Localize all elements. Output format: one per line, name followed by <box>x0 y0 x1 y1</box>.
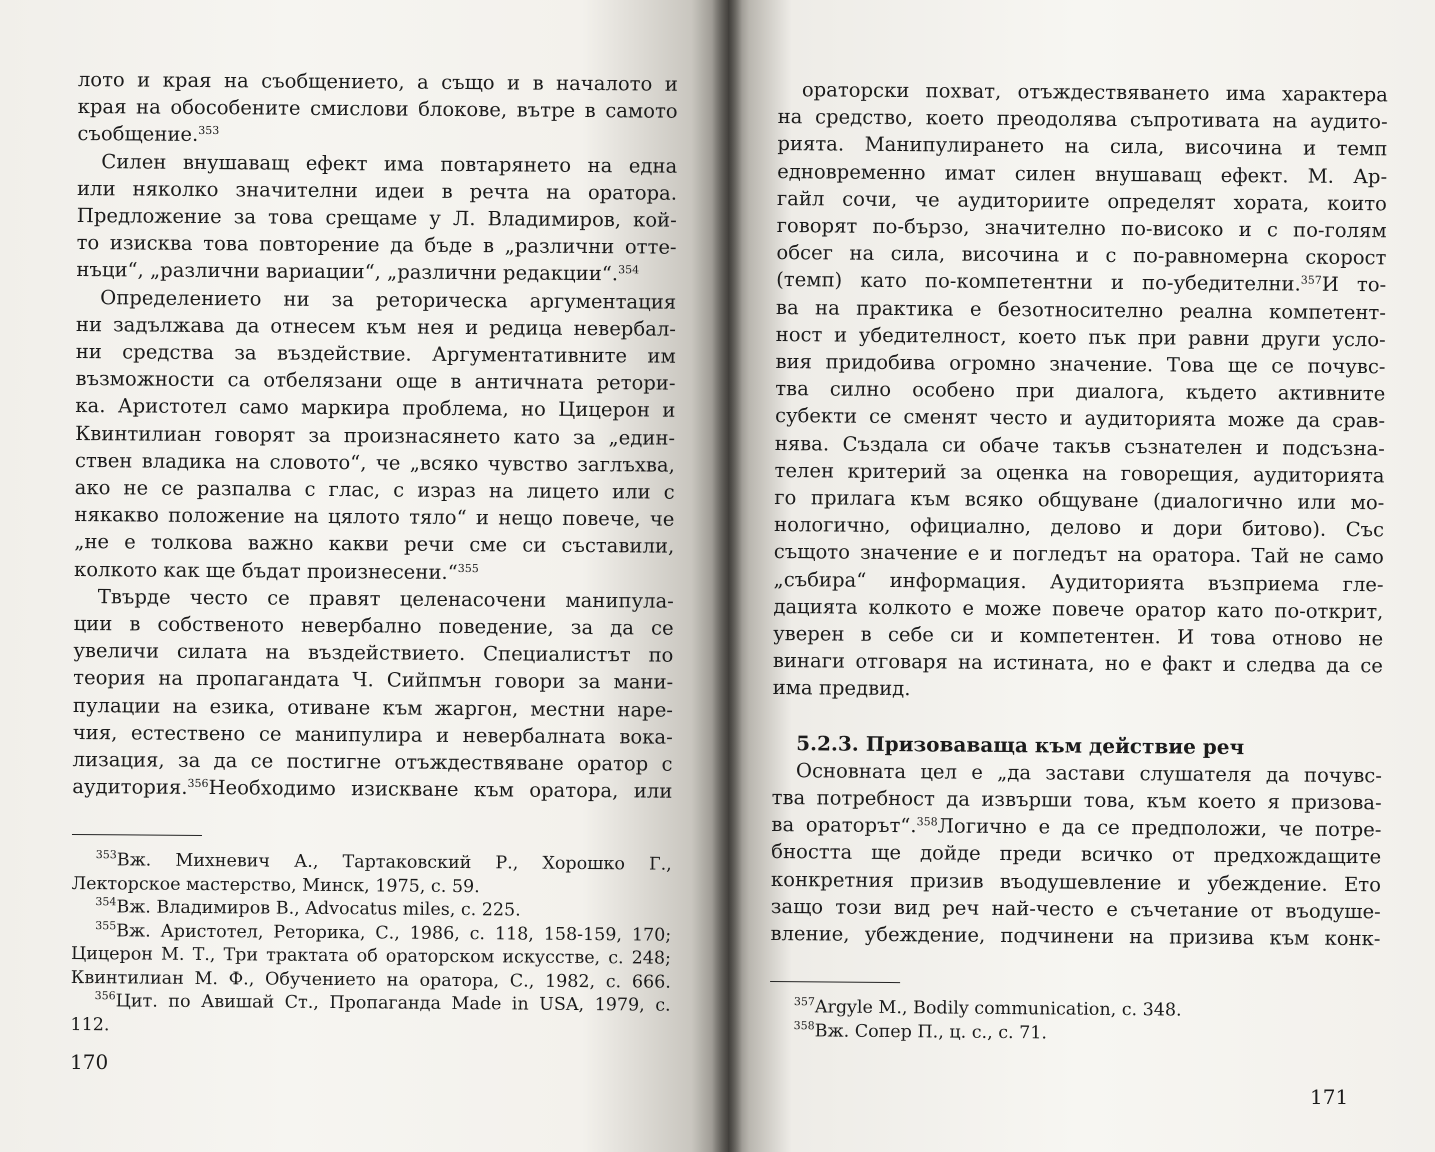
text-line: нологично, официално, делово и дори битово). Със <box>773 513 1385 542</box>
footnote-line: $^{357}$Argyle M., Bodily communication, с. 348. <box>793 995 1182 1021</box>
footnote <box>770 1020 1380 1049</box>
text-line: тва силно особено при диалога, където активните <box>775 377 1386 406</box>
text-line: бността ще дойде преди всичко от предхождащите <box>771 840 1382 869</box>
footnote-line: $^{353}$Вж. Михневич А., Тартаковский Р., Хорошко Г., <box>95 848 672 876</box>
text-line: тва потребност да извърши това, към което я призова- <box>771 786 1382 815</box>
text-line: ни задължава да отнесем към нея и редица невербал- <box>75 312 677 341</box>
footnote-line: $^{354}$Вж. Владимиров В., Advocatus miles, с. 225. <box>95 895 521 921</box>
text-line: ка. Аристотел само маркира проблема, но Цицерон и <box>75 394 676 423</box>
footnote <box>70 990 670 1042</box>
text-line: рията. Манипулирането на сила, височина и темп <box>777 132 1388 161</box>
text-line: Квинтилиан говорят за произнасянето като за „един- <box>75 421 676 450</box>
footnote-reference: 357 <box>1300 273 1322 288</box>
text-line: конкретния призив въодушевление и убеждение. Ето <box>770 867 1382 896</box>
right-page-text <box>770 76 1388 1049</box>
text-line: края на обособените смислови блокове, вътре в самото <box>77 95 678 123</box>
text-line: аудитория.$^{356}$Необходимо изискване към оратора, или <box>72 775 673 803</box>
text-line: нъци“, „различни вариации“, „различни редакции“.$^{354}$ <box>76 258 640 286</box>
text-line: ва ораторът“.$^{358}$Логично е да се предположи, че потре- <box>771 813 1382 842</box>
footnote-reference: 354 <box>618 263 640 277</box>
text-line: вление, убеждение, подчинени на призива към конк- <box>770 922 1381 951</box>
text-line: ни средства за въздействие. Аргументативните им <box>75 340 676 368</box>
text-line: Предложение за това срещаме у Л. Владимиров, кой- <box>76 204 677 232</box>
text-line: ако не се разпалва с глас, с израз на лицето или с <box>74 476 675 504</box>
footnote-line: Лекторское мастерство, Минск, 1975, с. 59. <box>71 873 480 898</box>
text-line: има предвид. <box>772 676 911 701</box>
footnote-number: 354 <box>95 895 117 909</box>
footnote-divider <box>770 981 900 983</box>
right-footnotes <box>770 996 1380 1048</box>
footnote-line: Квинтилиан М. Ф., Обучението на оратора, С., 1982, с. 666. <box>70 967 671 993</box>
footnote-number: 356 <box>94 989 116 1003</box>
text-line: субекти се сменят често и аудиторията може да срав- <box>774 404 1386 433</box>
book-spine-shadow <box>712 0 742 1152</box>
text-line: едновременно имат силен внушаващ ефект. М. Ар- <box>777 159 1388 188</box>
right-section-text <box>770 757 1382 953</box>
footnote-line: $^{358}$Вж. Сопер П., ц. с., с. 71. <box>793 1018 1048 1044</box>
text-line: ва на практика е безотносително реална компетент- <box>775 295 1387 324</box>
footnote-number: 358 <box>793 1018 815 1033</box>
text-line: вия придобива огромно значение. Това ще се почувс- <box>775 350 1386 379</box>
text-line: или няколко значителни идеи в речта на оратора. <box>76 176 678 205</box>
text-line: същото значение е и погледът на оратора. Тай не само <box>773 540 1384 569</box>
text-line: пулации на езика, отиване към жаргон, местни наре- <box>72 693 674 722</box>
text-line: Твърде често се правят целенасочени манипула- <box>97 585 674 613</box>
text-line: някакво положение на цялото тяло“ и нещо повече, че <box>74 503 675 531</box>
text-line: го прилага към всяко общуване (диалогично или мо- <box>774 486 1385 515</box>
text-line: Силен внушаващ ефект има повтарянето на една <box>101 149 678 178</box>
footnote-reference: 358 <box>916 815 938 829</box>
text-line: колкото как ще бъдат произнесени.“$^{355}$ <box>73 557 479 584</box>
page-number: 170 <box>70 1050 109 1074</box>
text-line: то изисква това повторение да бъде в „различни отте- <box>76 231 677 259</box>
text-line: ствен владика на словото“, че „всяко чувство заглъхва, <box>74 448 675 477</box>
text-line: обсег на сила, височина и с по-равномерна скорост <box>776 241 1387 270</box>
text-line: гайл сочи, че аудиториите определят хората, които <box>776 186 1388 216</box>
left-footnotes <box>70 849 671 1042</box>
footnote-divider <box>72 834 202 836</box>
text-line: Определението ни за реторическа аргументация <box>100 285 677 314</box>
left-body-text <box>72 66 678 805</box>
text-line: възможности са отбелязани още в античната ретори- <box>75 367 676 395</box>
left-page-text <box>70 66 678 1042</box>
text-line: ораторски похват, отъждествяването има характера <box>801 78 1388 107</box>
text-line: Основната цел е „да застави слушателя да почувс- <box>795 759 1383 788</box>
right-body-text <box>773 76 1388 707</box>
footnote-number: 357 <box>793 995 815 1009</box>
footnote <box>71 920 672 995</box>
text-line: „събира“ информация. Аудиторията възприема гле- <box>773 567 1384 596</box>
text-line: съобщение.$^{353}$ <box>77 122 220 147</box>
footnote-line: Цицерон М. Т., Три трактата об ораторском искусстве, с. 248; <box>70 944 672 970</box>
text-line: „не е толкова важно какви речи сме си съставили, <box>74 530 675 559</box>
page-number: 171 <box>1310 1085 1349 1109</box>
footnote <box>71 849 671 901</box>
text-line: винаги отговаря на истината, но е факт и следва да се <box>772 649 1383 678</box>
footnote-reference: 353 <box>198 124 220 138</box>
text-line: защо този вид реч най-често е съчетание от въодуше- <box>770 894 1381 924</box>
text-line: увеличи силата на въздействието. Специалистът по <box>73 639 674 667</box>
footnote-line: 112. <box>70 1014 110 1036</box>
text-line: теория на пропагандата Ч. Сийпмън говори за мани- <box>73 666 674 695</box>
footnote-line: $^{355}$Вж. Аристотел, Реторика, С., 1986, с. 118, 158-159, 170; <box>95 919 672 946</box>
text-line: на средство, което преодолява съпротивата на аудито- <box>777 105 1388 134</box>
footnote-line: $^{356}$Цит. по Авишай Ст., Пропаганда Made in USA, 1979, с. <box>94 989 671 1017</box>
text-line: говорят по-бързо, значително по-високо и с по-голям <box>776 214 1387 243</box>
text-line: лото и края на съобщението, а също и в началото и <box>77 67 678 96</box>
footnote-reference: 355 <box>457 561 479 575</box>
text-line: ции в собственото невербално поведение, за да се <box>73 612 674 640</box>
text-line: телен критерий за оценка на говорещия, аудиторията <box>774 458 1385 488</box>
footnote-number: 353 <box>95 848 117 862</box>
text-line: лизация, за да се постигне отъждествяване оратор с <box>72 748 673 776</box>
footnote-number: 355 <box>95 919 117 933</box>
section-heading: 5.2.3. Призоваваща към действие реч <box>796 730 1245 759</box>
text-line: (темп) като по-компетентни и по-убедителни.$^{357}$И то- <box>776 268 1387 297</box>
text-line: уверен в себе си и компетентен. И това отново не <box>773 622 1384 651</box>
text-line: ност и убедителност, което пък при равни други усло- <box>775 322 1386 352</box>
footnote-reference: 356 <box>187 777 209 791</box>
text-line: нява. Създала си обаче такъв съзнателен и подсъзна- <box>774 431 1385 460</box>
text-line: дацията колкото е може повече оратор като по-открит, <box>773 594 1384 624</box>
text-line: чия, естествено се манипулира и невербалната вока- <box>72 720 673 749</box>
right-page <box>728 0 1435 1152</box>
